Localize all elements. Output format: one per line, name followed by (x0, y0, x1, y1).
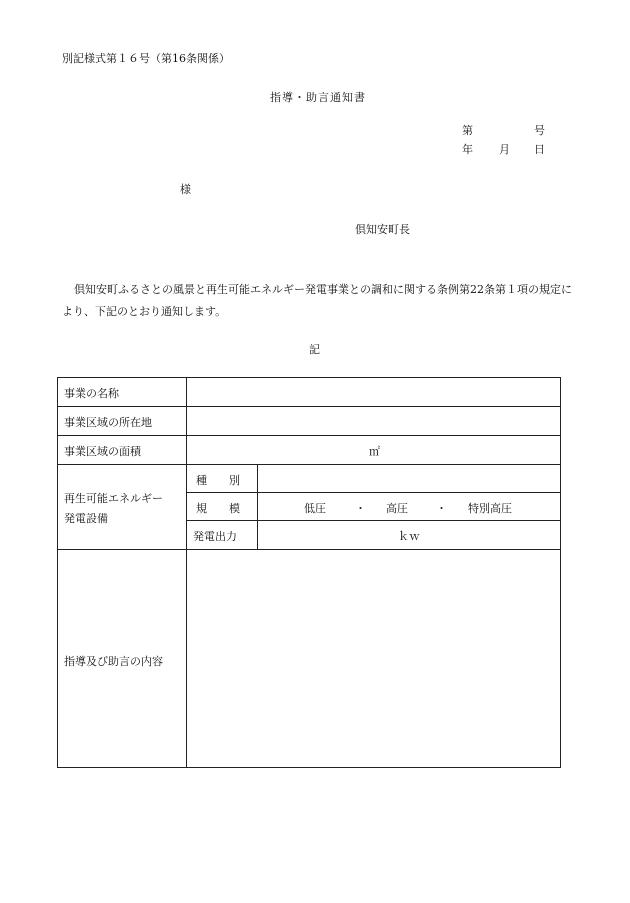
project-location-field[interactable] (187, 407, 560, 435)
issuer-name: 倶知安町長 (355, 223, 410, 236)
date-day-label: 日 (534, 143, 545, 156)
document-title: 指導・助言通知書 (270, 91, 366, 104)
scale-option-low-voltage[interactable]: 低圧 (304, 502, 326, 515)
form-identifier: 別記様式第１６号（第16条関係） (62, 52, 230, 65)
document-number-suffix: 号 (534, 124, 545, 137)
guidance-content-label: 指導及び助言の内容 (64, 655, 163, 668)
output-unit: ｋｗ (398, 530, 420, 543)
scale-option-extra-high-voltage[interactable]: 特別高圧 (468, 502, 512, 515)
notice-details-table (57, 377, 561, 768)
notice-body-text: 倶知安町ふるさとの風景と再生可能エネルギー発電事業との調和に関する条例第22条第１項の規定により、下記のとおり通知します。 (62, 283, 572, 318)
row-divider (186, 492, 560, 493)
output-label: 発電出力 (193, 530, 237, 543)
guidance-content-field[interactable] (187, 550, 560, 767)
type-label: 種 別 (196, 474, 240, 487)
project-name-label: 事業の名称 (64, 387, 119, 400)
type-field[interactable] (258, 465, 560, 492)
area-unit: ㎡ (369, 445, 380, 458)
equipment-label-line1: 再生可能エネルギー (64, 492, 163, 505)
project-area-label: 事業区域の面積 (64, 445, 141, 458)
ki-heading: 記 (309, 343, 320, 356)
equipment-label-line2: 発電設備 (64, 512, 108, 525)
document-number-label: 第 (462, 124, 473, 137)
date-month-label: 月 (499, 143, 510, 156)
scale-option-high-voltage[interactable]: 高圧 (386, 502, 408, 515)
date-year-label: 年 (462, 143, 473, 156)
project-name-field[interactable] (187, 378, 560, 406)
scale-label: 規 模 (196, 502, 240, 515)
scale-separator: ・ (436, 502, 447, 515)
project-location-label: 事業区域の所在地 (64, 416, 152, 429)
scale-separator: ・ (355, 502, 366, 515)
addressee-honorific: 様 (180, 183, 191, 196)
